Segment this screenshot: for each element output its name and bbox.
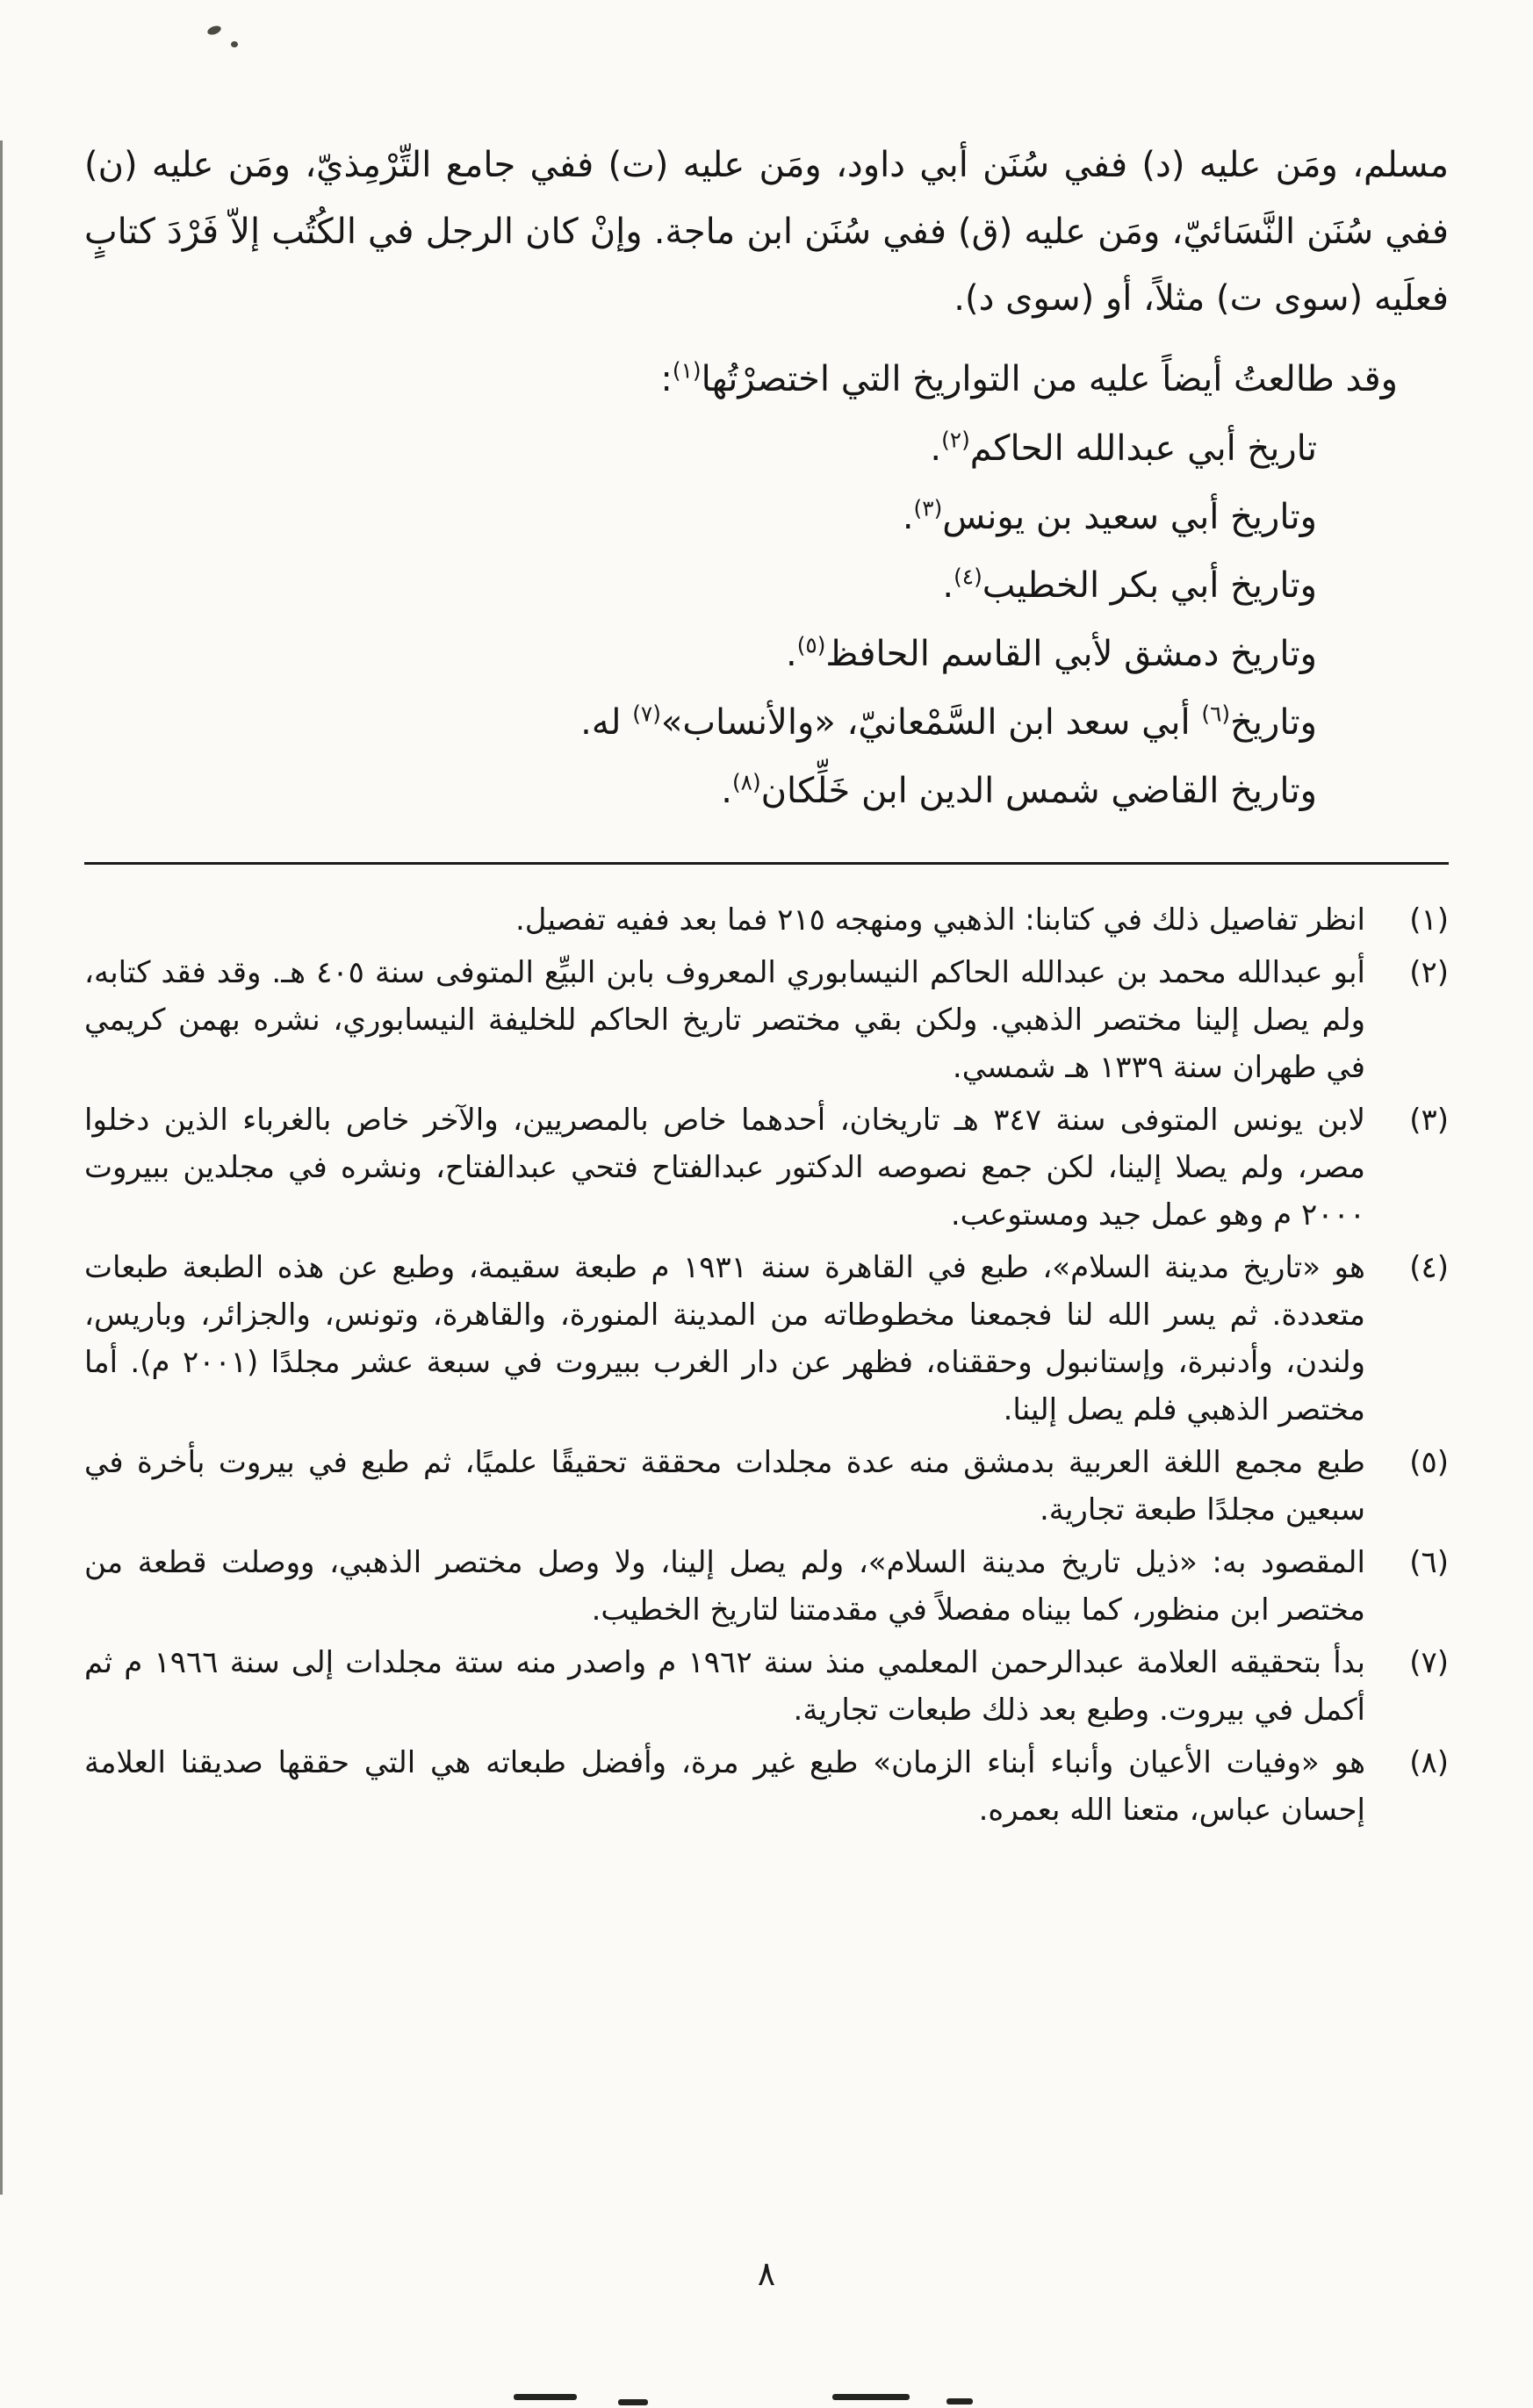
footnote-ref-7: (٧): [632, 701, 661, 727]
footnote-text: هو «وفيات الأعيان وأنباء أبناء الزمان» طبع غير مرة، وأفضل طبعاته هي التي حققها صديقنا العلامة إحسان عباس، متعنا الله بعمره.: [84, 1745, 1365, 1828]
footnote-ref-5: (٥): [796, 632, 826, 658]
footnote: [84, 1096, 1449, 1239]
list-item-text: أبي سعد ابن السَّمْعانيّ، «والأنساب»: [660, 702, 1202, 743]
list-item: [84, 483, 1317, 551]
scan-artifact: [231, 41, 238, 47]
list-item-period: .: [902, 497, 914, 537]
footnote-ref-3: (٣): [913, 495, 943, 521]
footnote: [84, 1439, 1449, 1534]
footnote-text: هو «تاريخ مدينة السلام»، طبع في القاهرة سنة ١٩٣١ م طبعة سقيمة، وطبع عن هذه الطبعة طبعات متعددة. ثم يسر الله لنا فجمعنا مخطوطاته من المدينة المنورة، والقاهرة، وتونس، والجزائر، وباريس، ولندن، وأدنبرة، وإستانبول وحققناه، فظهر عن دار الغرب ببيروت في سبعة عشر مجلدًا (٢٠٠١ م). أما مختصر الذهبي فلم يصل إلينا.: [84, 1250, 1365, 1427]
body-paragraph: مسلم، ومَن عليه (د) ففي سُنَن أبي داود، ومَن عليه (ت) ففي جامع التِّرْمِذيّ، ومَن عليه (ن) ففي سُنَن النَّسَائيّ، ومَن عليه (ق) ففي سُنَن ابن ماجة. وإنْ كان الرجل في الكُتُب إلاّ فَرْدَ كتابٍ فعلَيه (سوى ت) مثلاً، أو (سوى د).: [84, 145, 1449, 319]
list-item-text: وتاريخ دمشق لأبي القاسم الحافظ: [825, 634, 1317, 674]
footnote-number: (٨): [1409, 1745, 1449, 1780]
footnote-text: المقصود به: «ذيل تاريخ مدينة السلام»، ولم يصل إلينا، ولا وصل مختصر الذهبي، ووصلت قطعة من مختصر ابن منظور، كما بيناه مفصلاً في مقدمتنا لتاريخ الخطيب.: [84, 1545, 1365, 1628]
list-item: [84, 688, 1317, 757]
footnote-separator: [84, 862, 1449, 865]
intro-line: [84, 346, 1449, 413]
list-item-period: .: [785, 634, 797, 674]
footnotes-section: [84, 896, 1449, 1834]
footnote-ref-8: (٨): [731, 769, 761, 795]
footnote: [84, 1539, 1449, 1634]
intro-text: وقد طالعتُ أيضاً عليه من التواريخ التي اختصرْتُها: [701, 359, 1398, 399]
list-item: [84, 757, 1317, 825]
footnote-number: (٢): [1409, 955, 1449, 990]
list-item: [84, 414, 1317, 483]
scan-artifact: [514, 2394, 577, 2400]
list-item-period: له.: [580, 702, 633, 743]
scan-artifact: [0, 140, 3, 2195]
footnote-ref-6: (٦): [1201, 701, 1231, 727]
list-item-text: وتاريخ أبي سعيد بن يونس: [942, 497, 1317, 537]
footnote-number: (٦): [1409, 1545, 1449, 1580]
intro-colon: :: [660, 359, 673, 399]
footnote-number: (٥): [1409, 1445, 1449, 1480]
history-list: [84, 414, 1449, 825]
footnote-number: (٧): [1409, 1645, 1449, 1680]
list-item-text: وتاريخ أبي بكر الخطيب: [982, 565, 1317, 606]
footnote-number: (٣): [1409, 1103, 1449, 1138]
footnote: [84, 949, 1449, 1091]
footnote-ref-4: (٤): [954, 564, 982, 590]
footnote-text: لابن يونس المتوفى سنة ٣٤٧ هـ تاريخان، أحدهما خاص بالمصريين، والآخر خاص بالغرباء الذين دخلوا مصر، ولم يصلا إلينا، لكن جمع نصوصه الدكتور عبدالفتاح فتحي عبدالفتاح، ونشره في مجلدين ببيروت ٢٠٠٠ م وهو عمل جيد ومستوعب.: [84, 1103, 1365, 1233]
list-item-period: .: [721, 771, 732, 811]
list-item: [84, 551, 1317, 620]
list-item-text: وتاريخ: [1230, 702, 1317, 743]
scan-artifact: [832, 2394, 910, 2400]
list-item: [84, 620, 1317, 688]
page-number: ٨: [757, 2254, 776, 2293]
list-item-text: تاريخ أبي عبدالله الحاكم: [969, 428, 1317, 469]
footnote: [84, 1244, 1449, 1434]
footnote-number: (١): [1409, 902, 1449, 938]
footnote-text: انظر تفاصيل ذلك في كتابنا: الذهبي ومنهجه ٢١٥ فما بعد ففيه تفصيل.: [515, 902, 1365, 938]
footnote: [84, 1739, 1449, 1834]
list-item-text: وتاريخ القاضي شمس الدين ابن خَلِّكان: [760, 771, 1317, 811]
footnote-number: (٤): [1409, 1250, 1449, 1285]
list-item-period: .: [942, 565, 954, 606]
footnote-text: أبو عبدالله محمد بن عبدالله الحاكم النيسابوري المعروف بابن البيِّع المتوفى سنة ٤٠٥ هـ. وقد فقد كتابه، ولم يصل إلينا مختصر الذهبي. ولكن بقي مختصر تاريخ الحاكم للخليفة النيسابوري، نشره بهمن كريمي في طهران سنة ١٣٣٩ هـ شمسي.: [84, 955, 1366, 1085]
footnote: [84, 896, 1449, 944]
footnote-ref-2: (٢): [941, 427, 970, 453]
footnote-text: طبع مجمع اللغة العربية بدمشق منه عدة مجلدات محققة تحقيقًا علميًا، ثم طبع في بيروت بأخرة في سبعين مجلدًا طبعة تجارية.: [84, 1445, 1365, 1527]
footnote-text: بدأ بتحقيقه العلامة عبدالرحمن المعلمي منذ سنة ١٩٦٢ م واصدر منه ستة مجلدات إلى سنة ١٩٦٦ م ثم أكمل في بيروت. وطبع بعد ذلك طبعات تجارية.: [84, 1645, 1365, 1728]
scan-artifact: [946, 2398, 973, 2404]
footnote: [84, 1639, 1449, 1734]
footnote-ref-1: (١): [672, 357, 702, 384]
list-item-period: .: [930, 428, 942, 469]
scan-artifact: [618, 2399, 648, 2405]
